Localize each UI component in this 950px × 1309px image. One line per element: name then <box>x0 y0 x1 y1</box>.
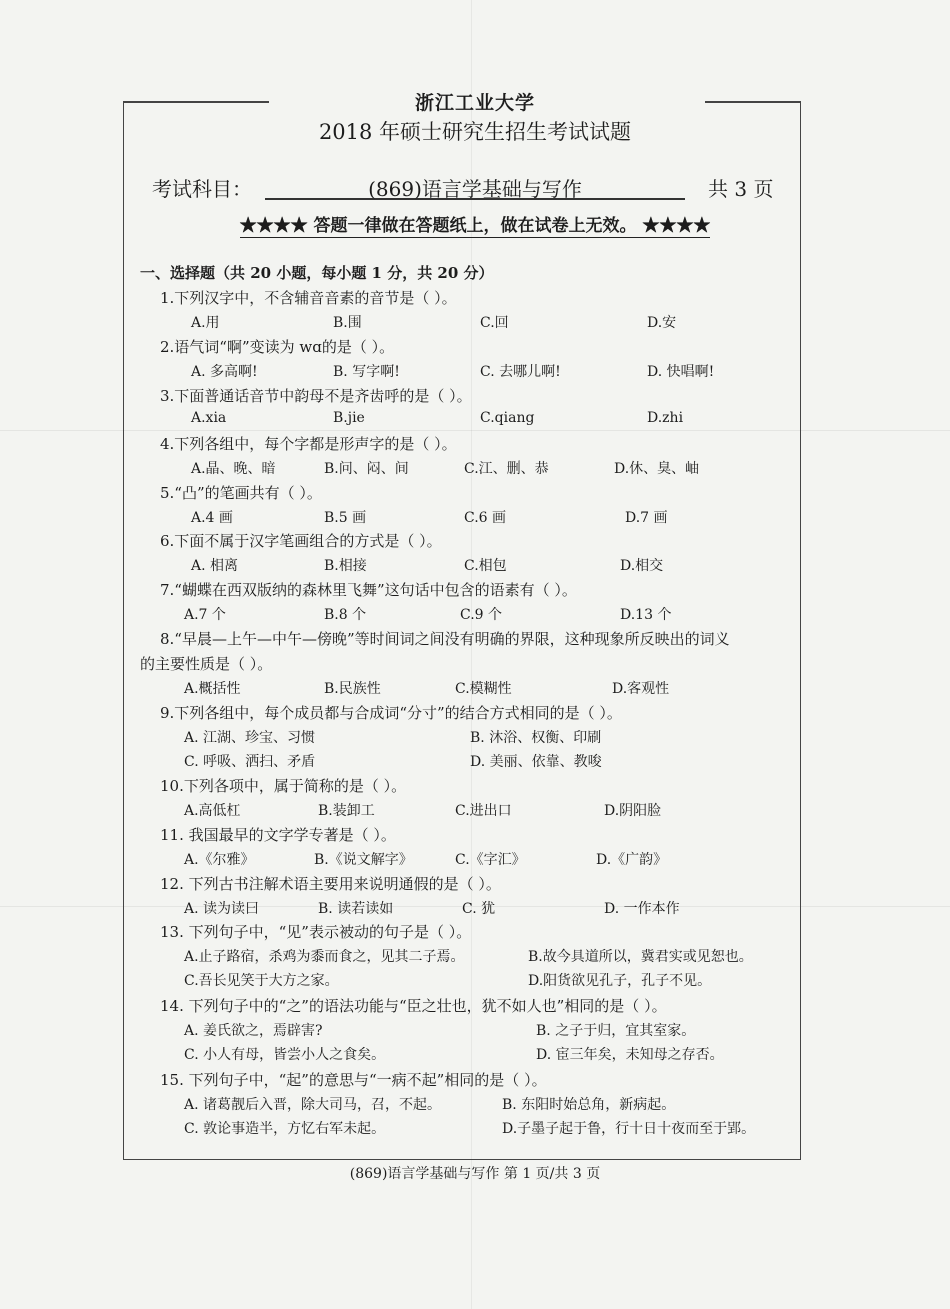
option-a: A.用 <box>191 315 220 331</box>
option-d: D.zhi <box>647 410 684 426</box>
option-b: B.相接 <box>324 558 367 574</box>
subject-value: (869)语言学基础与写作 <box>368 177 582 201</box>
option-c: C.相包 <box>464 558 507 574</box>
option-a: A.晶、晚、暗 <box>191 461 276 477</box>
option-b: B.故今具道所以，冀君实或见恕也。 <box>528 949 753 965</box>
page-footer: (869)语言学基础与写作 第 1 页/共 3 页 <box>349 1166 601 1182</box>
notice-line <box>0 211 950 238</box>
option-b: B.《说文解字》 <box>314 852 413 868</box>
option-c: C.9 个 <box>460 607 503 623</box>
question-stem: 14. 下列句子中的“之”的语法功能与“臣之壮也，犹不如人也”相同的是（ ）。 <box>160 997 667 1015</box>
option-c: C.qiang <box>480 410 535 426</box>
option-d: D.13 个 <box>620 607 672 623</box>
option-a: A. 读为读曰 <box>184 901 260 917</box>
question-stem: 13. 下列句子中，“见”表示被动的句子是（ ）。 <box>160 923 472 941</box>
option-c: C. 呼吸、洒扫、矛盾 <box>184 754 316 770</box>
option-c: C. 敦论事造半，方忆右军未起。 <box>184 1121 386 1137</box>
option-c: C.回 <box>480 315 509 331</box>
option-d: D.客观性 <box>612 681 670 697</box>
question-stem: 4.下列各组中，每个字都是形声字的是（ ）。 <box>160 435 457 453</box>
option-b: B. 写字啊! <box>333 364 400 380</box>
option-a: A.7 个 <box>184 607 226 623</box>
option-a: A.4 画 <box>191 510 233 526</box>
question-stem: 11. 我国最早的文字学专著是（ ）。 <box>160 826 396 844</box>
option-a: A.xia <box>191 410 227 426</box>
option-b: B.民族性 <box>324 681 381 697</box>
option-d: D.相交 <box>620 558 664 574</box>
question-stem: 1.下列汉字中，不含辅音音素的音节是（ ）。 <box>160 289 457 307</box>
question-stem-continued: 的主要性质是（ ）。 <box>140 655 273 673</box>
option-b: B. 沐浴、权衡、印刷 <box>470 730 602 746</box>
question-stem: 6.下面不属于汉字笔画组合的方式是（ ）。 <box>160 532 442 550</box>
total-pages: 共 3 页 <box>708 177 774 201</box>
option-d: D. 美丽、依靠、教唆 <box>470 754 602 770</box>
notice-text: ★★★★ 答题一律做在答题纸上，做在试卷上无效。 ★★★★ <box>240 211 711 238</box>
option-d: D.《广韵》 <box>596 852 668 868</box>
option-c: C.模糊性 <box>455 681 512 697</box>
option-c: C.《字汇》 <box>455 852 526 868</box>
option-d: D.7 画 <box>625 510 668 526</box>
option-c: C. 犹 <box>462 901 496 917</box>
option-a: A. 相离 <box>191 558 239 574</box>
question-stem: 8.“早晨—上午—中午—傍晚”等时间词之间没有明确的界限，这种现象所反映出的词义 <box>160 630 730 648</box>
option-a: A. 诸葛靓后入晋，除大司马，召，不起。 <box>184 1097 442 1113</box>
option-a: A. 姜氏欲之，焉辟害? <box>184 1023 323 1039</box>
question-stem: 15. 下列句子中，“起”的意思与“一病不起”相同的是（ ）。 <box>160 1071 547 1089</box>
option-d: D. 一作本作 <box>604 901 680 917</box>
option-a: A. 江湖、珍宝、习惯 <box>184 730 316 746</box>
option-b: B.围 <box>333 315 362 331</box>
option-d: D. 宦三年矣，未知母之存否。 <box>536 1047 724 1063</box>
question-stem: 9.下列各组中，每个成员都与合成词“分寸”的结合方式相同的是（ ）。 <box>160 704 622 722</box>
option-a: A.止子路宿，杀鸡为黍而食之，见其二子焉。 <box>184 949 465 965</box>
option-a: A.《尔雅》 <box>184 852 255 868</box>
option-a: A.高低杠 <box>184 803 241 819</box>
option-c: C. 去哪儿啊! <box>480 364 561 380</box>
option-b: B. 读若读如 <box>318 901 394 917</box>
option-b: B. 之子于归，宜其室家。 <box>536 1023 696 1039</box>
question-stem: 12. 下列古书注解术语主要用来说明通假的是（ ）。 <box>160 875 501 893</box>
option-a: A. 多高啊! <box>191 364 258 380</box>
option-b: B.装卸工 <box>318 803 375 819</box>
option-d: D.子墨子起于鲁，行十日十夜而至于郢。 <box>502 1121 756 1137</box>
option-d: D.阳货欲见孔子，孔子不见。 <box>528 973 712 989</box>
question-stem: 10.下列各项中，属于简称的是（ ）。 <box>160 777 407 795</box>
question-stem: 3.下面普通话音节中韵母不是齐齿呼的是（ ）。 <box>160 387 472 405</box>
question-stem: 5.“凸”的笔画共有（ ）。 <box>160 484 322 502</box>
option-c: C.进出口 <box>455 803 512 819</box>
option-c: C. 小人有母，皆尝小人之食矣。 <box>184 1047 386 1063</box>
option-d: D.安 <box>647 315 677 331</box>
option-b: B. 东阳时始总角，新病起。 <box>502 1097 676 1113</box>
subject-label: 考试科目： <box>152 177 252 201</box>
option-b: B.问、闷、间 <box>324 461 409 477</box>
question-stem: 2.语气词“啊”变读为 wɑ的是（ ）。 <box>160 338 395 356</box>
option-b: B.8 个 <box>324 607 367 623</box>
option-d: D.阴阳脸 <box>604 803 662 819</box>
exam-title: 2018 年硕士研究生招生考试试题 <box>318 120 632 144</box>
option-d: D. 快唱啊! <box>647 364 715 380</box>
question-stem: 7.“蝴蝶在西双版纳的森林里飞舞”这句话中包含的语素有（ ）。 <box>160 581 577 599</box>
option-b: B.jie <box>333 410 365 426</box>
option-d: D.休、臭、岫 <box>614 461 700 477</box>
option-a: A.概括性 <box>184 681 241 697</box>
option-c: C.吾长见笑于大方之家。 <box>184 973 339 989</box>
option-b: B.5 画 <box>324 510 367 526</box>
section-title: 一、选择题（共 20 小题，每小题 1 分，共 20 分） <box>140 264 494 282</box>
option-c: C.江、删、恭 <box>464 461 549 477</box>
option-c: C.6 画 <box>464 510 507 526</box>
university-name: 浙江工业大学 <box>414 92 535 114</box>
